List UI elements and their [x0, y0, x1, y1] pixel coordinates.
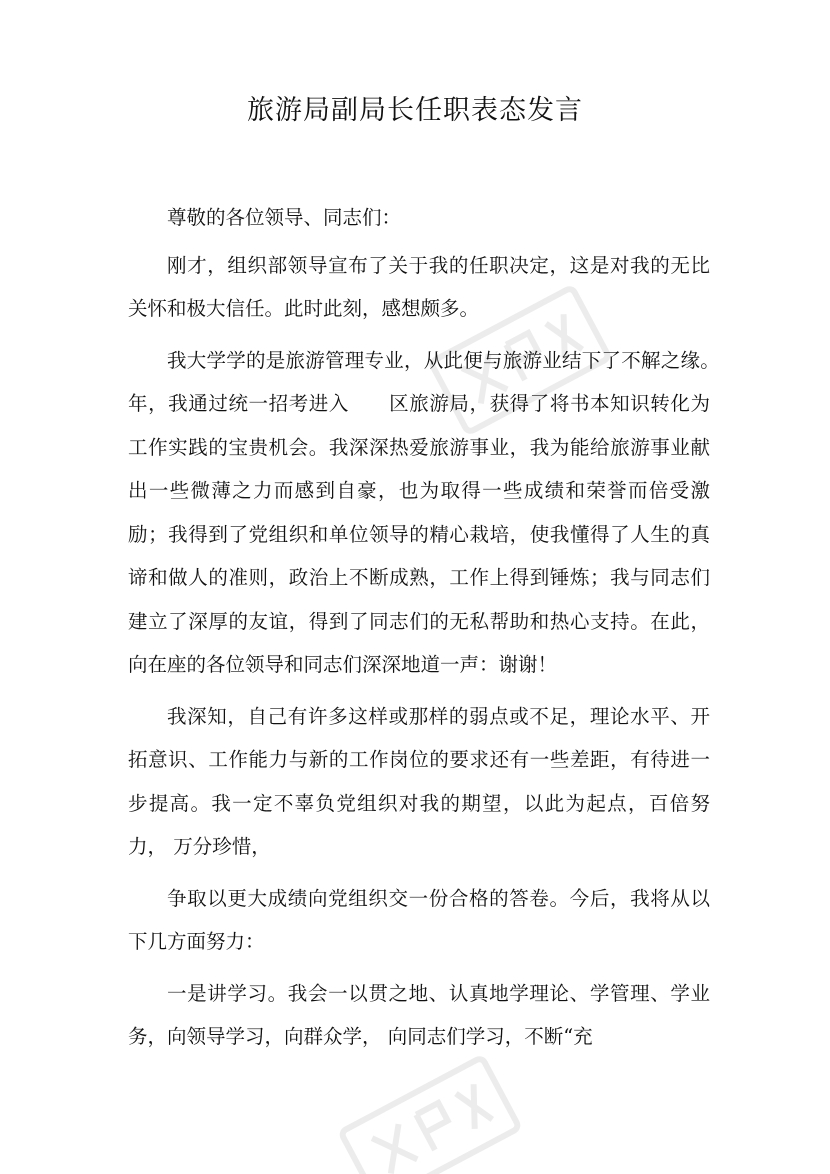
paragraph: 一是讲学习。我会一以贯之地、认真地学理论、学管理、学业务，向领导学习，向群众学， 向同志们学习，不断“充	[128, 981, 710, 1048]
document-title: 旅游局副局长任职表态发言	[247, 95, 583, 126]
watermark-stamp-icon	[330, 1050, 530, 1174]
paragraph-salutation: 尊敬的各位领导、同志们：	[167, 206, 402, 229]
paragraph: 我大学学的是旅游管理专业，从此便与旅游业结下了不解之缘。 年，我通过统一招考进入 区旅游局，获得了将书本知识转化为工作实践的宝贵机会。我深深热爱旅游事业，我为能给旅游事业献出一些微薄之力而感到自豪，也为取得一些成绩和荣誉而倍受激励；我得到了党组织和单位领导的精心栽培，使我懂得了人生的真谛和做人的准则，政治上不断成熟，工作上得到锤炼；我与同志们建立了深厚的友谊，得到了同志们的无私帮助和热心支持。在此， 向在座的各位领导和同志们深深地道一声：谢谢！	[128, 348, 750, 676]
paragraph: 我深知，自己有许多这样或那样的弱点或不足，理论水平、开拓意识、工作能力与新的工作岗位的要求还有一些差距，有待进一步提高。我一定不辜负党组织对我的期望，以此为起点，百倍努力， 万分珍惜，	[128, 704, 710, 858]
document-body	[128, 196, 750, 1067]
paragraph: 争取以更大成绩向党组织交一份合格的答卷。今后，我将从以下几方面努力：	[128, 886, 710, 953]
paragraph: 刚才，组织部领导宣布了关于我的任职决定，这是对我的无比关怀和极大信任。此时此刻，感想颇多。	[128, 253, 710, 320]
